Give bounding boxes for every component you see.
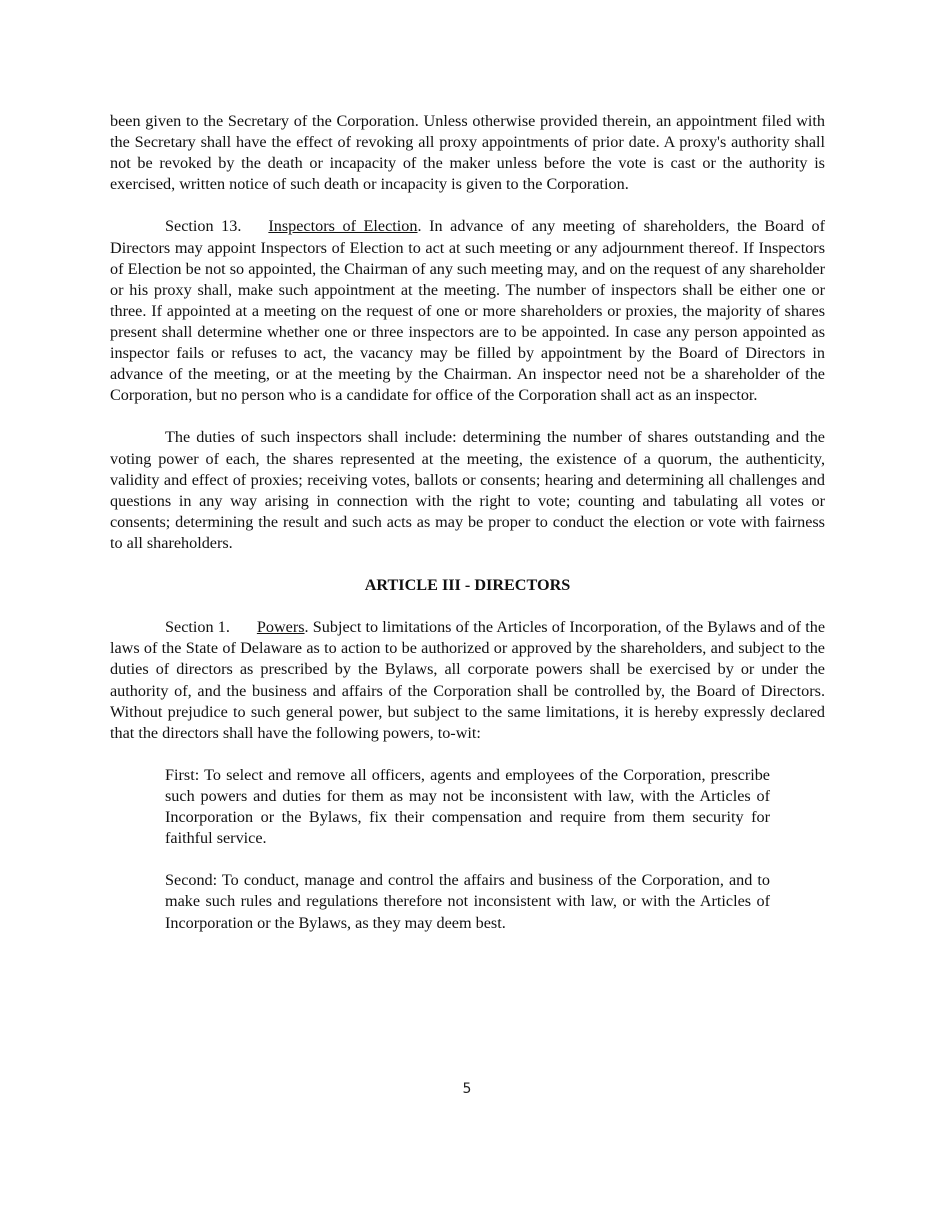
article-heading: ARTICLE III - DIRECTORS xyxy=(364,576,571,595)
proxy-continuation-paragraph: been given to the Secretary of the Corporation. Unless otherwise provided therein, an appointment filed with the Secretary shall have the effect of revoking all proxy appointments of prior date. A proxy's authority shall not be revoked by the death or incapacity of the maker unless before the vote is cast or the authority is exercised, written notice of such death or incapacity is given to the Corporation. xyxy=(110,112,825,194)
power-item-first xyxy=(165,765,770,849)
power-label: First: xyxy=(165,765,200,784)
section-1-body: Subject to limitations of the Articles of Incorporation, of the Bylaws and of the laws of the State of Delaware as to action to be authorized or approved by the shareholders, and subject to the duties of directors as prescribed by the Bylaws, all corporate powers shall be exercised by or under the authority of, and the business and affairs of the Corporation shall be controlled by, the Board of Directors. Without prejudice to such general power, but subject to the same limitations, it is hereby expressly declared that the directors shall have the following powers, to-wit: xyxy=(110,618,825,742)
section-13-label: Section 13. xyxy=(165,217,242,236)
power-item-second xyxy=(165,870,770,933)
section-1-label: Section 1. xyxy=(165,618,230,637)
section-13-title: Inspectors of Election xyxy=(268,217,418,236)
section-1-title: Powers xyxy=(256,618,305,637)
section-1-paragraph: Section 1. Powers. Subject to limitations of the Articles of Incorporation, of the Bylaws and of the laws of the State of Delaware as to action to be authorized or approved by the shareholders, and subject to the duties of directors as prescribed by the Bylaws, all corporate powers shall be exercised by or under the authority of, and the business and affairs of the Corporation shall be controlled by, the Board of Directors. Without prejudice to such general power, but subject to the same limitations, it is hereby expressly declared that the directors shall have the following powers, to-wit: xyxy=(110,618,825,742)
page-number: 5 xyxy=(462,1081,472,1097)
document-page xyxy=(110,111,825,955)
power-label: Second: xyxy=(165,871,218,890)
power-text: To select and remove all officers, agents and employees of the Corporation, prescribe such powers and duties for them as may not be inconsistent with law, with the Articles of Incorporation or the Bylaws, fix their compensation and require from them security for faithful service. xyxy=(165,765,770,848)
power-text: To conduct, manage and control the affairs and business of the Corporation, and to make such rules and regulations therefore not inconsistent with law, or with the Articles of Incorporation or the Bylaws, as they may deem best. xyxy=(165,871,770,932)
inspector-duties-paragraph: The duties of such inspectors shall include: determining the number of shares outstanding and the voting power of each, the shares represented at the meeting, the existence of a quorum, the authenticity, validity and effect of proxies; receiving votes, ballots or consents; hearing and determining all challenges and questions in any way arising in connection with the right to vote; counting and tabulating all votes or consents; determining the result and such acts as may be proper to conduct the election or vote with fairness to all shareholders. xyxy=(110,428,825,552)
section-13-body: In advance of any meeting of shareholders, the Board of Directors may appoint Inspectors of Election to act at such meeting or any adjournment thereof. If Inspectors of Election be not so appointed, the Chairman of any such meeting may, and on the request of any shareholder or his proxy shall, make such appointment at the meeting. The number of inspectors shall be either one or three. If appointed at a meeting on the request of one or more shareholders or proxies, the majority of shares present shall determine whether one or three inspectors are to be appointed. In case any person appointed as inspector fails or refuses to act, the vacancy may be filled by appointment by the Board of Directors in advance of the meeting, or at the meeting by the Chairman. An inspector need not be a shareholder of the Corporation, but no person who is a candidate for office of the Corporation shall act as an inspector. xyxy=(110,217,825,405)
section-13-paragraph: Section 13. Inspectors of Election. In advance of any meeting of shareholders, the Board of Directors may appoint Inspectors of Election to act at such meeting or any adjournment thereof. If Inspectors of Election be not so appointed, the Chairman of any such meeting may, and on the request of any shareholder or his proxy shall, make such appointment at the meeting. The number of inspectors shall be either one or three. If appointed at a meeting on the request of one or more shareholders or proxies, the majority of shares present shall determine whether one or three inspectors are to be appointed. In case any person appointed as inspector fails or refuses to act, the vacancy may be filled by appointment by the Board of Directors in advance of the meeting, or at the meeting by the Chairman. An inspector need not be a shareholder of the Corporation, but no person who is a candidate for office of the Corporation shall act as an inspector. xyxy=(110,217,825,405)
